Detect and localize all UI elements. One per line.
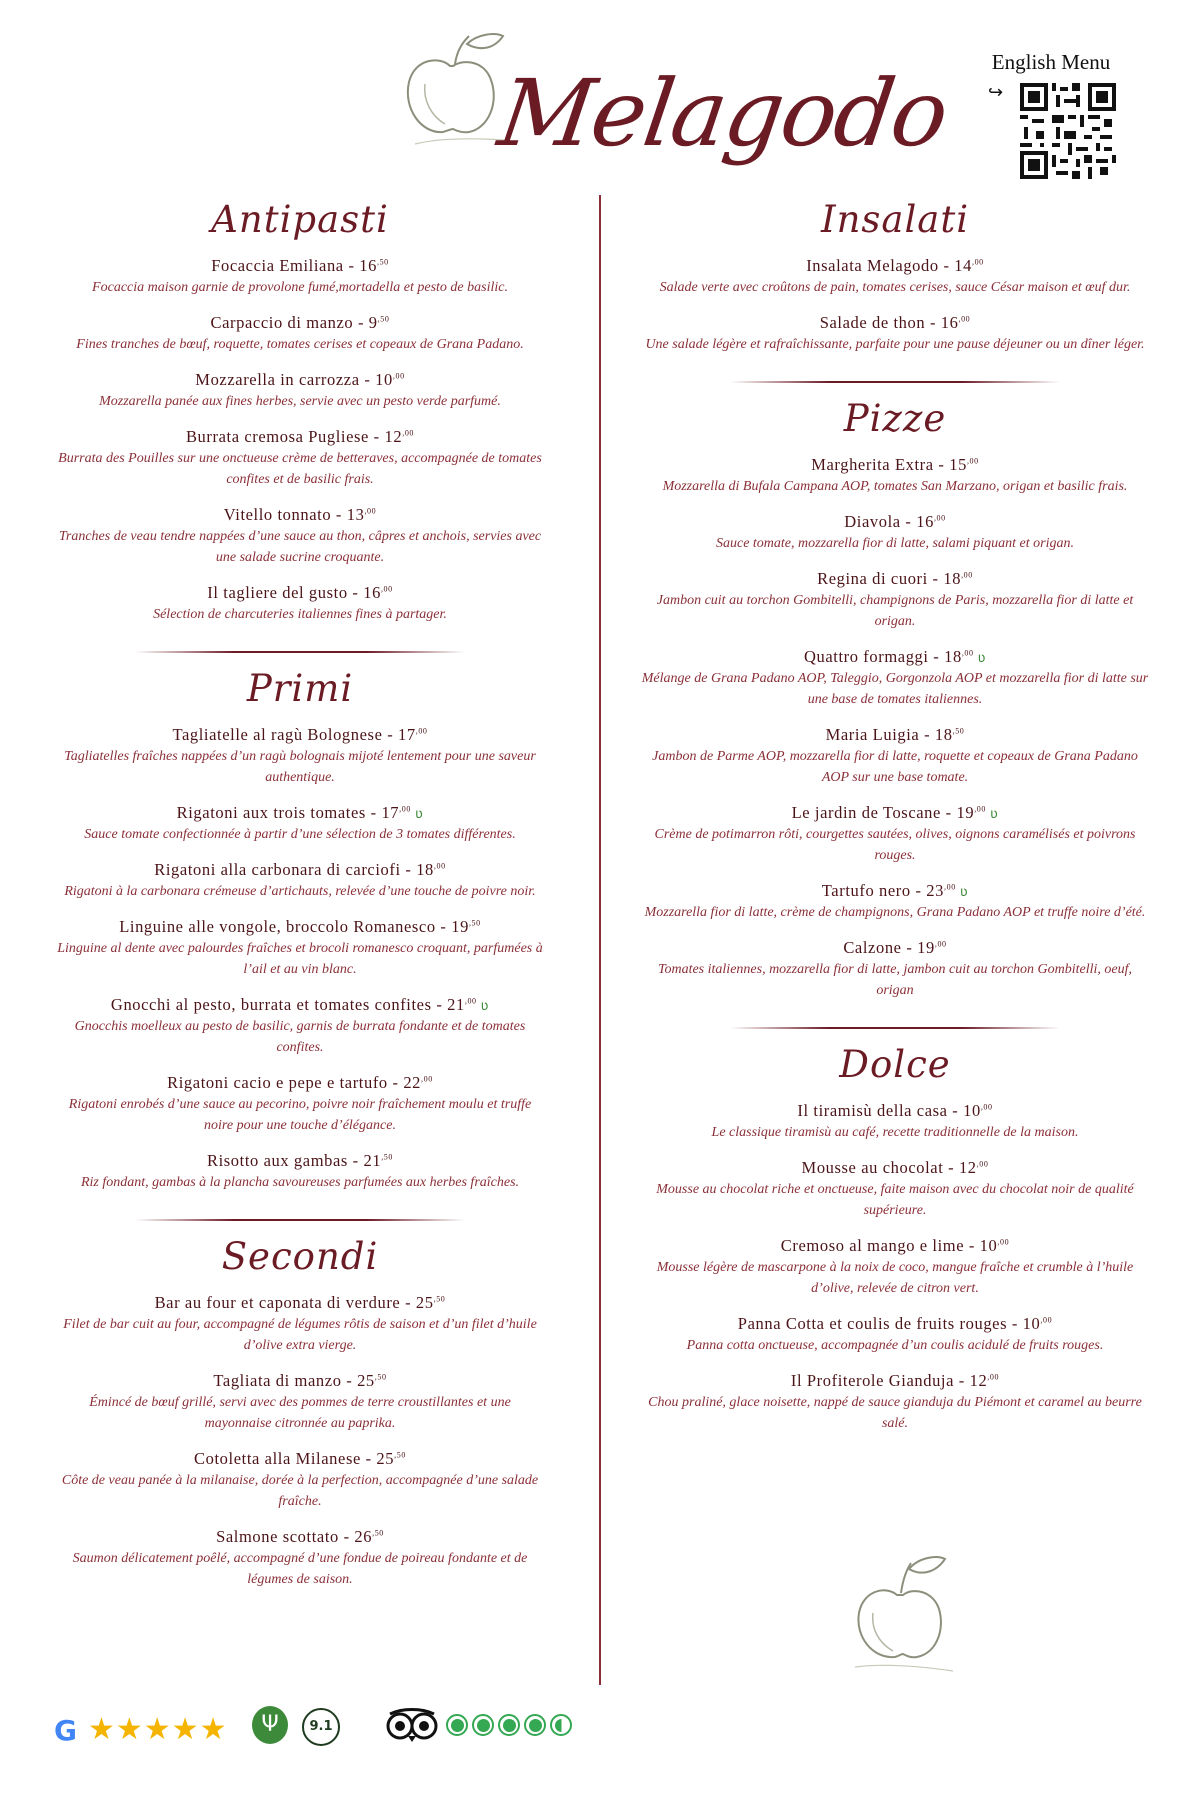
arrow-icon: ↪: [988, 82, 1004, 103]
menu-item-description: Sauce tomate, mozzarella fior di latte, salami piquant et origan.: [715, 536, 1075, 551]
menu-item: [640, 455, 1150, 497]
menu-item-description: Crème de potimarron rôti, courgettes sautées, olives, oignons caramélisés et poivrons rouges.: [654, 827, 1136, 863]
menu-item-title-price: Tagliata di manzo - 25: [213, 1371, 375, 1390]
menu-item: [55, 370, 545, 412]
menu-item-cents: ,00: [415, 726, 428, 736]
menu-item-name: [55, 917, 545, 937]
leaf-icon: ʋ: [959, 885, 969, 900]
english-menu-qr[interactable]: [986, 50, 1116, 103]
menu-item-cents: ,00: [944, 882, 956, 892]
menu-item-title-price: Rigatoni alla carbonara di carciofi - 18: [154, 860, 434, 879]
menu-item-title-price: Mousse au chocolat - 12: [801, 1158, 977, 1177]
menu-item-name: [640, 1314, 1150, 1334]
menu-item-name: [55, 1073, 545, 1093]
menu-item-cents: ,00: [958, 314, 971, 324]
menu-item-cents: ,00: [421, 1074, 433, 1084]
menu-item: [55, 995, 545, 1058]
menu-item-name: [55, 505, 545, 525]
menu-item-cents: ,50: [952, 726, 965, 736]
brand-name: Melagodo: [492, 60, 954, 167]
menu-item-description: Tranches de veau tendre nappées d’une sauce au thon, câpres et anchois, servies avec une salade sucrine croquante.: [58, 529, 542, 565]
menu-item: [640, 938, 1150, 1001]
menu-item-cents: ,00: [976, 1159, 989, 1169]
menu-item-description: Burrata des Pouilles sur une onctueuse crème de betteraves, accompagnée de tomates confites et de basilic frais.: [58, 451, 542, 487]
menu-item-title-price: Cotoletta alla Milanese - 25: [194, 1449, 395, 1468]
menu-item: [55, 803, 545, 845]
menu-item-title-price: Il tagliere del gusto - 16: [207, 583, 381, 602]
menu-item-cents: ,00: [997, 1237, 1010, 1247]
menu-item-name: [55, 1151, 545, 1171]
menu-item-name: [55, 1449, 545, 1469]
menu-item: [55, 427, 545, 490]
menu-item-title-price: Calzone - 19: [843, 938, 935, 957]
tripadvisor-bubbles: [446, 1714, 572, 1736]
menu-item: [640, 1371, 1150, 1434]
section-title-dolce: Dolce: [839, 1043, 951, 1086]
tripadvisor-owl-icon: [384, 1706, 440, 1744]
menu-item-title-price: Quattro formaggi - 18: [803, 647, 962, 666]
menu-item-name: [55, 256, 545, 276]
google-logo-icon: G: [54, 1714, 77, 1747]
left-menu-column: [55, 198, 545, 1590]
section-title-antipasti: Antipasti: [211, 198, 389, 241]
menu-item-title-price: Carpaccio di manzo - 9: [210, 313, 378, 332]
menu-item-description: Rigatoni à la carbonara crémeuse d’artichauts, relevée d’une touche de poivre noir.: [64, 884, 536, 899]
menu-item-description: Le classique tiramisù au café, recette traditionnelle de la maison.: [711, 1125, 1079, 1140]
apple-logo-icon: [395, 30, 505, 150]
menu-item-name: [55, 995, 545, 1015]
menu-item-title-price: Salade de thon - 16: [819, 313, 959, 332]
menu-item-title-price: Margherita Extra - 15: [811, 455, 967, 474]
menu-item: [640, 569, 1150, 632]
menu-item-name: [55, 1371, 545, 1391]
menu-item-description: Mozzarella di Bufala Campana AOP, tomates San Marzano, origan et basilic frais.: [662, 479, 1128, 494]
menu-item: [640, 256, 1150, 298]
menu-item-cents: ,00: [980, 1102, 993, 1112]
menu-item: [55, 256, 545, 298]
menu-item-cents: ,00: [934, 939, 947, 949]
menu-item-cents: ,50: [394, 1450, 406, 1460]
menu-item-name: [640, 313, 1150, 333]
menu-item-cents: ,50: [372, 1528, 384, 1538]
menu-item-title-price: Tagliatelle al ragù Bolognese - 17: [172, 725, 416, 744]
menu-item: [55, 1151, 545, 1193]
menu-item-description: Panna cotta onctueuse, accompagnée d’un coulis acidulé de fruits rouges.: [686, 1338, 1104, 1353]
menu-item: [640, 881, 1150, 923]
menu-item-description: Mozzarella fior di latte, crème de champignons, Grana Padano AOP et truffe noire d’été.: [644, 905, 1146, 920]
menu-item-cents: ,50: [376, 257, 389, 267]
menu-item-description: Une salade légère et rafraîchissante, parfaite pour une pause déjeuner ou un dîner léger.: [645, 337, 1145, 352]
menu-item-name: [640, 1158, 1150, 1178]
menu-item: [55, 1073, 545, 1136]
menu-item-name: [640, 1101, 1150, 1121]
menu-item-description: Tomates italiennes, mozzarella fior di latte, jambon cuit au torchon Gombitelli, oeuf, origan: [657, 962, 1133, 998]
menu-item-description: Émincé de bœuf grillé, servi avec des pommes de terre croustillantes et une mayonnaise citronnée au paprika.: [89, 1395, 511, 1431]
menu-item-cents: ,00: [464, 996, 477, 1006]
tripadvisor-bubble: [524, 1714, 546, 1736]
menu-item: [55, 583, 545, 625]
menu-item-name: [55, 860, 545, 880]
menu-item: [640, 1158, 1150, 1221]
menu-item-title-price: Mozzarella in carrozza - 10: [195, 370, 393, 389]
menu-item-description: Jambon cuit au torchon Gombitelli, champignons de Paris, mozzarella fior di latte et origan.: [656, 593, 1134, 629]
menu-item-description: Sauce tomate confectionnée à partir d’une sélection de 3 tomates différentes.: [84, 827, 516, 842]
menu-item-cents: ,00: [971, 257, 984, 267]
menu-item-name: [640, 569, 1150, 589]
leaf-icon: ʋ: [414, 807, 424, 822]
menu-item-cents: ,50: [377, 314, 390, 324]
brand-header: [395, 30, 954, 170]
menu-item-name: [640, 1371, 1150, 1391]
menu-item-name: [640, 647, 1150, 667]
menu-item: [640, 1314, 1150, 1356]
menu-item-cents: ,00: [402, 428, 415, 438]
menu-item-cents: ,00: [961, 570, 973, 580]
menu-item-description: Gnocchis moelleux au pesto de basilic, garnis de burrata fondante et de tomates confites.: [74, 1019, 526, 1055]
menu-item-cents: ,50: [381, 1152, 393, 1162]
menu-item-cents: ,50: [468, 918, 481, 928]
menu-item-description: Jambon de Parme AOP, mozzarella fior di latte, roquette et copeaux de Grana Padano AOP sur une base tomate.: [652, 749, 1138, 785]
menu-item-cents: ,00: [399, 804, 411, 814]
menu-item-title-price: Cremoso al mango e lime - 10: [780, 1236, 998, 1255]
menu-item-description: Saumon délicatement poêlé, accompagné d’une fondue de poireau fondante et de légumes de saison.: [72, 1551, 528, 1587]
menu-item-title-price: Maria Luigia - 18: [825, 725, 953, 744]
menu-item-description: Focaccia maison garnie de provolone fumé,mortadella et pesto de basilic.: [92, 280, 508, 295]
menu-item-cents: ,00: [433, 861, 446, 871]
menu-item-title-price: Linguine alle vongole, broccolo Romanesco - 19: [119, 917, 469, 936]
menu-item-title-price: Insalata Melagodo - 14: [806, 256, 972, 275]
right-menu-column: [640, 198, 1150, 1434]
section-title-pizze: Pizze: [843, 397, 947, 440]
menu-item-title-price: Panna Cotta et coulis de fruits rouges - 10: [737, 1314, 1041, 1333]
menu-item-name: [640, 803, 1150, 823]
menu-item-title-price: Bar au four et caponata di verdure - 25: [154, 1293, 434, 1312]
menu-item-title-price: Il Profiterole Gianduja - 12: [790, 1371, 988, 1390]
section-separator: [730, 1027, 1060, 1029]
tripadvisor-bubble: [498, 1714, 520, 1736]
menu-item-name: [55, 370, 545, 390]
menu-item-title-price: Rigatoni aux trois tomates - 17: [176, 803, 400, 822]
menu-item: [55, 725, 545, 788]
menu-item-title-price: Burrata cremosa Pugliese - 12: [185, 427, 403, 446]
menu-item-title-price: Il tiramisù della casa - 10: [797, 1101, 981, 1120]
menu-item-description: Mousse au chocolat riche et onctueuse, faite maison avec du chocolat noir de qualité supérieure.: [656, 1182, 1134, 1218]
menu-item-description: Sélection de charcuteries italiennes fines à partager.: [153, 607, 447, 622]
menu-item-cents: ,00: [364, 506, 377, 516]
leaf-icon: ʋ: [480, 999, 490, 1014]
menu-item-cents: ,00: [966, 456, 979, 466]
english-menu-label: English Menu: [991, 50, 1111, 74]
tripadvisor-bubble: [472, 1714, 494, 1736]
leaf-icon: ʋ: [977, 651, 987, 666]
menu-item-title-price: Le jardin de Toscane - 19: [791, 803, 975, 822]
menu-item-title-price: Regina di cuori - 18: [817, 569, 962, 588]
menu-item-name: [640, 938, 1150, 958]
menu-item-name: [55, 427, 545, 447]
section-separator: [135, 651, 465, 653]
menu-item-cents: ,00: [380, 584, 393, 594]
menu-item-name: [55, 313, 545, 333]
menu-item-description: Chou praliné, glace noisette, nappé de sauce gianduja du Piémont et caramel au beurre salé.: [648, 1395, 1142, 1431]
menu-item-cents: ,00: [987, 1372, 1000, 1382]
menu-item-title-price: Gnocchi al pesto, burrata et tomates confites - 21: [110, 995, 465, 1014]
menu-item-description: Tagliatelles fraîches nappées d’un ragù bolognais mijoté lentement pour une saveur authentique.: [64, 749, 536, 785]
menu-item-title-price: Vitello tonnato - 13: [223, 505, 365, 524]
section-title-secondi: Secondi: [221, 1235, 379, 1278]
column-divider: [599, 195, 601, 1685]
menu-item-name: [640, 455, 1150, 475]
menu-item-cents: ,00: [974, 804, 987, 814]
menu-item-title-price: Rigatoni cacio e pepe e tartufo - 22: [167, 1073, 422, 1092]
menu-item-name: [640, 1236, 1150, 1256]
menu-item-title-price: Salmone scottato - 26: [216, 1527, 373, 1546]
menu-item-name: [55, 1293, 545, 1313]
menu-item: [640, 725, 1150, 788]
menu-item-name: [640, 725, 1150, 745]
menu-item: [640, 647, 1150, 710]
menu-item-name: [55, 583, 545, 603]
section-title-primi: Primi: [246, 667, 354, 710]
menu-item: [640, 512, 1150, 554]
section-separator: [730, 381, 1060, 383]
menu-item-title-price: Risotto aux gambas - 21: [206, 1151, 382, 1170]
menu-item-description: Salade verte avec croûtons de pain, tomates cerises, sauce César maison et œuf dur.: [659, 280, 1131, 295]
menu-item-cents: ,50: [433, 1294, 446, 1304]
leaf-icon: ʋ: [990, 807, 999, 822]
menu-item-description: Fines tranches de bœuf, roquette, tomates cerises et copeaux de Grana Padano.: [76, 337, 524, 352]
menu-item-name: [640, 256, 1150, 276]
menu-item: [55, 1527, 545, 1590]
tripadvisor-bubble: [550, 1714, 572, 1736]
menu-item-description: Mozzarella panée aux fines herbes, servie avec un pesto verde parfumé.: [99, 394, 501, 409]
tripadvisor-bubble: [446, 1714, 468, 1736]
menu-item: [640, 803, 1150, 866]
menu-item-description: Rigatoni enrobés d’une sauce au pecorino, poivre noir fraîchement moulu et truffe noire pour une touche d’élégance.: [68, 1097, 532, 1133]
menu-item-title-price: Tartufo nero - 23: [821, 881, 944, 900]
menu-item: [55, 1293, 545, 1356]
menu-item: [640, 313, 1150, 355]
menu-item-cents: ,00: [1040, 1315, 1053, 1325]
menu-item: [55, 313, 545, 355]
menu-item-name: [640, 512, 1150, 532]
thefork-score: 9.1: [302, 1708, 340, 1746]
menu-item: [55, 917, 545, 980]
menu-item-description: Filet de bar cuit au four, accompagné de légumes rôtis de saison et d’un filet d’huile d’olive extra vierge.: [63, 1317, 537, 1353]
menu-item-name: [55, 803, 545, 823]
menu-item-name: [640, 881, 1150, 901]
menu-item-description: Linguine al dente avec palourdes fraîches et brocoli romanesco croquant, parfumées à l’ail et au vin blanc.: [57, 941, 543, 977]
menu-item-description: Mousse légère de mascarpone à la noix de coco, mangue fraîche et crumble à l’huile d’olive, relevée de citron vert.: [656, 1260, 1134, 1296]
menu-item-cents: ,00: [392, 371, 405, 381]
menu-item-name: [55, 725, 545, 745]
menu-item: [55, 1371, 545, 1434]
menu-item-title-price: Diavola - 16: [844, 512, 934, 531]
section-title-insalati: Insalati: [820, 198, 970, 241]
google-rating-stars: ★★★★★: [88, 1712, 228, 1747]
menu-item-cents: ,50: [374, 1372, 387, 1382]
menu-item-name: [55, 1527, 545, 1547]
menu-item: [55, 860, 545, 902]
menu-item-cents: ,00: [961, 648, 974, 658]
menu-item: [640, 1236, 1150, 1299]
menu-item-description: Mélange de Grana Padano AOP, Taleggio, Gorgonzola AOP et mozzarella fior di latte sur une base de tomates italiennes.: [641, 671, 1149, 707]
menu-item-description: Côte de veau panée à la milanaise, dorée à la perfection, accompagnée d’une salade fraîche.: [61, 1473, 539, 1509]
menu-item: [55, 1449, 545, 1512]
thefork-logo-icon: Ψ: [252, 1706, 288, 1744]
menu-item-description: Riz fondant, gambas à la plancha savoureuses parfumées aux herbes fraîches.: [80, 1175, 520, 1190]
section-separator: [135, 1219, 465, 1221]
menu-item: [640, 1101, 1150, 1143]
qr-code-icon: [1020, 83, 1116, 179]
apple-icon: [845, 1555, 955, 1675]
menu-item-title-price: Focaccia Emiliana - 16: [211, 256, 377, 275]
menu-item: [55, 505, 545, 568]
ratings-footer: [0, 1700, 1200, 1760]
menu-item-cents: ,00: [933, 513, 946, 523]
